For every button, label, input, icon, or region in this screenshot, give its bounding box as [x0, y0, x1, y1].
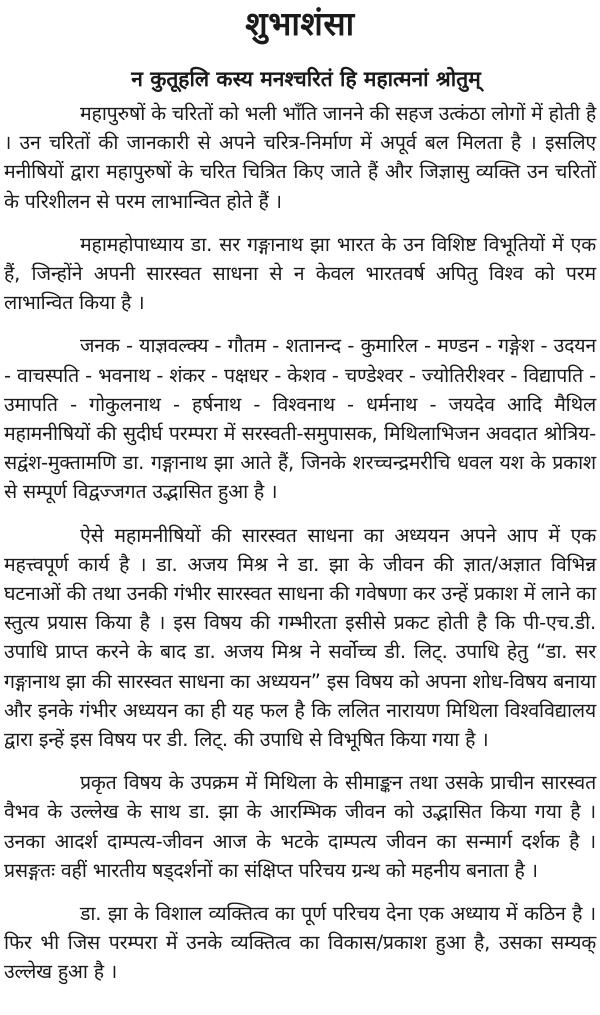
paragraph-5: प्रकृत विषय के उपक्रम में मिथिला के सीमाङ्कन तथा उसके प्राचीन सारस्वत वैभव के उल्लेख के साथ डा. झा के आरम्भिक जीवन को उद्भासित किया गया है । उनका आदर्श दाम्पत्य-जीवन आज के भटके दाम्पत्य जीवन का सन्मार्ग दर्शक है । प्रसङ्गतः वहीं भारतीय षड्दर्शनों का संक्षिप्त परिचय ग्रन्थ को महनीय बनाता है ।: [4, 771, 596, 882]
epigraph: न कुतूहलि कस्य मनश्चरितं हि महात्मनां श्रोतुम्: [131, 67, 481, 91]
page-title: शुभाशंसा: [245, 4, 355, 43]
paragraph-6: डा. झा के विशाल व्यक्तित्व का पूर्ण परिचय देना एक अध्याय में कठिन है । फिर भी जिस परम्परा में उनके व्यक्तित्व का विकास/प्रकाश हुआ है, उसका सम्यक् उल्लेख हुआ है ।: [4, 902, 596, 984]
paragraph-3: जनक - याज्ञवल्क्य - गौतम - शतानन्द - कुमारिल - मण्डन - गङ्गेश - उदयन - वाचस्पति - भवनाथ - शंकर - पक्षधर - केशव - चण्डेश्वर - ज्योतिरीश्वर - विद्यापति - उमापति - गोकुलनाथ - हर्षनाथ - विश्वनाथ - धर्मनाथ - जयदेव आदि मैथिल महामनीषियों की सुदीर्घ परम्परा में सरस्वती-समुपासक, मिथिलाभिजन अवदात श्रोत्रिय-सद्वंश-मुक्तामणि डा. गङ्गानाथ झा आते हैं, जिनके शरच्चन्द्रमरीचि धवल यश के प्रकाश से सम्पूर्ण विद्वज्जगत उद्भासित हुआ है ।: [4, 334, 596, 504]
paragraph-4: ऐसे महामनीषियों की सारस्वत साधना का अध्ययन अपने आप में एक महत्त्वपूर्ण कार्य है । डा. अजय मिश्र ने डा. झा के जीवन की ज्ञात/अज्ञात विभिन्न घटनाओं की तथा उनकी गंभीर सारस्वत साधना की गवेषणा कर उन्हें प्रकाश में लाने का स्तुत्य प्रयास किया है । इस विषय की गम्भीरता इसीसे प्रकट होती है कि पी-एच.डी. उपाधि प्राप्त करने के बाद डा. अजय मिश्र ने सर्वोच्च डी. लिट्. उपाधि हेतु “डा. सर गङ्गानाथ झा की सारस्वत साधना का अध्ययन” इस विषय को अपना शोध-विषय बनाया और इनके गंभीर अध्ययन का ही यह फल है कि ललित नारायण मिथिला विश्वविद्यालय द्वारा इन्हें इस विषय पर डी. लिट्. की उपाधि से विभूषित किया गया है ।: [4, 523, 596, 752]
paragraph-2: महामहोपाध्याय डा. सर गङ्गानाथ झा भारत के उन विशिष्ट विभूतियों में एक हैं, जिन्होंने अपनी सारस्वत साधना से न केवल भारतवर्ष अपितु विश्व को परम लाभान्वित किया है ।: [4, 232, 596, 315]
paragraph-1: महापुरुषों के चरितों को भली भाँति जानने की सहज उत्कंठा लोगों में होती है । उन चरितों की जानकारी से अपने चरित्र-निर्माण में अपूर्व बल मिलता है । इसलिए मनीषियों द्वारा महापुरुषों के चरित चित्रित किए जाते हैं और जिज्ञासु व्यक्ति उन चरितों के परिशीलन से परम लाभान्वित होते हैं ।: [4, 102, 596, 213]
